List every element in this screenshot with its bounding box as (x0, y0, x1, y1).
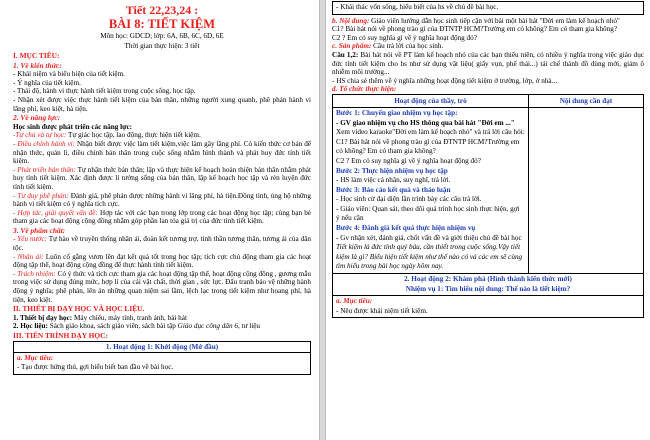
col-teacher-student: Hoạt động của thầy, trò (333, 94, 529, 107)
qualities-heading: 3. Về phẩm chất: (13, 225, 66, 235)
activity2-title: 2. Hoạt động 2: Khám phá (Hình thành kiến thức mới) (404, 275, 572, 284)
materials-item (13, 322, 311, 331)
knowledge-item: - Nhận xét được việc thực hành tiết kiệm của bản thân, những người xung quanh, phê phán hành vi lãng phí, keo kiệt, hà tiện. (13, 95, 311, 113)
answer-label: Câu 1,2: (332, 50, 359, 59)
knowledge-heading: 1. Về kiến thức: (13, 60, 62, 70)
competence-item (13, 166, 311, 192)
section-objectives-heading: I. MỤC TIÊU: (13, 51, 60, 60)
objective-bullet: - Khái thác vốn sống, hiểu biết của hs về chủ đề bài học. (336, 3, 499, 11)
competence-heading: 2. Về năng lực: (13, 113, 61, 123)
activity1-objective-label: a. Mục tiêu: (17, 353, 54, 362)
step-2-heading: Bước 2: Thực hiện nhiệm vụ học tập (336, 166, 448, 175)
step-3-text: - Học sinh cử đại diện lần trình bày các câu trả lời. (336, 195, 482, 204)
right-page (325, 0, 650, 440)
competence-label: -Tự chủ và tự học: (13, 131, 67, 140)
product-text: Câu trả lời của học sinh. (371, 42, 444, 51)
materials-text: Sách giáo khoa, sách giáo viên, sách bài tập (47, 322, 178, 331)
activity2-task: Nhiệm vụ 1: Tìm hiểu nội dung: Thế nào là tiết kiệm? (405, 284, 571, 293)
competence-item (13, 209, 311, 226)
section-equipment-heading: II. THIẾT BỊ DẠY HỌC VÀ HỌC LIỆU. (13, 304, 145, 314)
equipment-item (13, 314, 311, 323)
quality-text: Luôn cố gắng vươn lên đạt kết quả tốt trong học tập; tích cực chủ động tham gia các hoạt động tập thể, hoạt động cộng đồng để thực hành tính tiết kiệm. (13, 252, 312, 270)
content-text: Giáo viên hướng dẫn học sinh tiếp cận với bài một bài hát "Đời em làm kế hoạch nhỏ" (369, 16, 620, 25)
organization-label: d. Tổ chức thực hiện: (332, 85, 397, 94)
steps-cell (333, 107, 529, 273)
lesson-ref: Tiết 22,23,24 : (125, 3, 199, 17)
quality-item (13, 270, 311, 304)
step-1-question-1: C1? Bài hát nói về phong trào gì của ĐTNTP HCM?Trường em có không? Em có tham gia không? (336, 137, 520, 156)
competence-item (13, 131, 311, 140)
question-2: C2 ? Em có suy nghĩa gì về ý nghĩa hoạt động đó? (332, 33, 477, 42)
competence-text: Nhận biết được việc làm tiết kiệm,việc làm gây lãng phí. Có kiến thức cơ bản để nhận thức, quản lí, điều chỉnh bản thân trong cuộc sống nhằm hình thành và phát huy đức tính tiết kiệm. (13, 139, 311, 166)
equipment-text: Máy chiếu, máy tính, tranh ảnh, bài hát (72, 313, 187, 322)
activity1-title: 1. Hoạt động 1: Khởi động (Mở đầu) (14, 341, 311, 352)
content-label: b. Nội dung: (332, 16, 370, 25)
step-2-text: - HS làm việc cá nhân, suy nghĩ, trả lời. (336, 176, 451, 185)
materials-book: Giáo dục công dân 6 (177, 322, 238, 331)
competence-text: Đánh giá, phê phán được những hành vi lãng phí, hà tiện.Đồng tình, ủng hộ những hành vi tiết kiệm có ý nghĩa tích cực. (13, 191, 311, 209)
competence-text: Tự nhận thức bản thân; lập và thực hiện kế hoạch hoàn thiện bản thân nhằm phát huy tính tiết kiệm. Xác định được lí tưởng sống của bản thân, lập kế hoạch học tập và rèn luyện đức tính tiết kiệm. (13, 165, 311, 191)
content-cell (528, 107, 643, 273)
activity1-cont-cell (333, 2, 644, 15)
lesson-title: BÀI 8: TIẾT KIỆM (108, 17, 216, 31)
quality-label: - Nhân ái: (13, 252, 44, 261)
materials-label: 2. Học liệu: (13, 322, 48, 331)
competence-intro: Học sinh được phát triển các năng lực: (13, 122, 133, 131)
question-1: C1? Bài hát nói về phong trào gì của ĐTNTP HCM?Trường em có không? Em có tham gia không? (332, 25, 618, 34)
knowledge-item: - Ý nghĩa của tiết kiệm. (13, 78, 81, 87)
competence-label: - Điều chỉnh hành vi: (13, 139, 76, 148)
competence-label: - Tư duy phê phán: (13, 191, 69, 200)
product-line (332, 42, 644, 51)
activity1-cont-table (332, 1, 644, 15)
quality-text: Tự hào về truyền thống nhân ái, đoàn kết tương trợ, tinh thần tương thân, tương ái của dân tộc. (13, 235, 312, 253)
share-line: - HS chia sẻ thêm về ý nghĩa những hoạt động tiết kiệm ở trường, lớp, ở nhà... (332, 76, 558, 85)
materials-end: , tư liệu (237, 322, 261, 331)
quality-text: Có ý thức và tích cực tham gia các hoạt động tập thể, hoạt động cộng đồng , gương mẫu trong việc sử dụng đúng mức, hợp lí của cải vật chất, thời gian , sức lực. Đấu tranh bảo vệ những hành động ý nghĩa; phê phán, lên án những quan niệm sai lầm, lệch lạc trong tiết kiệm như hoang phí, hà tiện, keo kiệt. (13, 269, 311, 304)
activity-table (332, 94, 644, 318)
knowledge-item: - Thái độ, hành vi thực hành tiết kiệm trong cuộc sống, học tập. (13, 87, 196, 96)
section-process-heading: III. TIẾN TRÌNH DẠY HỌC: (13, 331, 108, 340)
step-1-question-2: C2 ? Em có suy nghĩa gì về ý nghĩa hoạt động đó? (336, 156, 481, 165)
step-1-task: - GV giao nhiệm vụ cho HS thông qua bài hát "Đời em ..." (336, 118, 515, 127)
competence-text: Hợp tác với các bạn trong lớp trong các hoạt động học tập; cùng bạn bè tham gia các hoạt động cộng đồng nhằm góp phần lan tỏa giá trị của đức tính tiết kiệm. (13, 208, 311, 226)
activity2-header (333, 274, 644, 296)
equipment-label: 1. Thiết bị dạy học: (13, 313, 73, 322)
knowledge-item: - Khái niệm và biểu hiện của tiết kiệm. (13, 70, 125, 79)
step-4-heading: Bước 4: Đánh giá kết quả thực hiện nhiệm vụ (336, 224, 476, 233)
quality-item (13, 235, 311, 252)
answer-text: Bài hát nói về PT làm kế hoạch nhỏ của các bạn thiếu niên, có nhiều ý nghĩa trong việc giáo dục đức tính tiết kiệm cho hs như sử dụng vật liệu( giấy vụn, phế thải...) tái chế thành đồ dùng mới, giảm ô nhiễm môi trường... (332, 50, 644, 77)
quality-label: - Trách nhiệm: (13, 269, 56, 278)
content-line (332, 17, 644, 26)
step-3-heading: Bước 3: Báo cáo kết quả và thảo luận (336, 185, 451, 194)
quality-label: - Yêu nước: (13, 235, 47, 244)
col-content: Nội dung cần đạt (528, 94, 643, 107)
quality-item (13, 253, 311, 270)
duration-line: Thời gian thực hiện: 3 tiết (124, 42, 200, 50)
competence-text: Tự giác học tập, lao động, thực hiện tiết kiệm. (66, 131, 201, 140)
product-label: c. Sản phẩm: (332, 42, 372, 51)
step-4-text: - Gv nhận xét, đánh giá, chốt vấn đề và giới thiệu chủ đề bài học (336, 233, 522, 242)
subject-line: Môn học: GDCD; lớp: 6A, 6B, 6C, 6D, 6E (100, 32, 224, 40)
step-4-intro: Tiết kiệm là đức tính quý báu, cần thiết trong cuộc sống.Vậy tiết kiệm là gì? Biểu hiện tiết kiệm như thế nào có và các em sẽ cùng tìm hiểu trong bài học ngày hôm nay. (336, 243, 523, 271)
left-page (0, 0, 320, 440)
step-3-teacher: - Giáo viên: Quan sát, theo dõi quá trình học sinh thực hiện, gợi ý nếu cần (336, 204, 520, 223)
step-1-heading: Bước 1: Chuyển giao nhiệm vụ học tập: (336, 108, 458, 117)
activity1-objective-text: - Tạo được hứng thú, gợi hiểu biết ban đầu về bài học. (17, 363, 174, 372)
activity1-body (14, 352, 311, 374)
activity1-table (13, 341, 311, 375)
competence-item (13, 140, 311, 166)
activity2-objective-label: a. Mục tiêu: (336, 297, 373, 306)
activity2-objective-text: - Nêu được khái niệm tiết kiệm. (336, 306, 428, 315)
competence-item (13, 192, 311, 209)
answer-line (332, 51, 644, 77)
competence-label: - Phát triển bản thân: (13, 165, 76, 174)
activity2-body (333, 296, 644, 318)
competence-label: - Hợp tác, giải quyết vấn đề: (13, 208, 98, 217)
step-1-video: Xem video karaoke"Đời em làm kế hoạch nhỏ" và trả lời câu hỏi: (336, 128, 525, 137)
